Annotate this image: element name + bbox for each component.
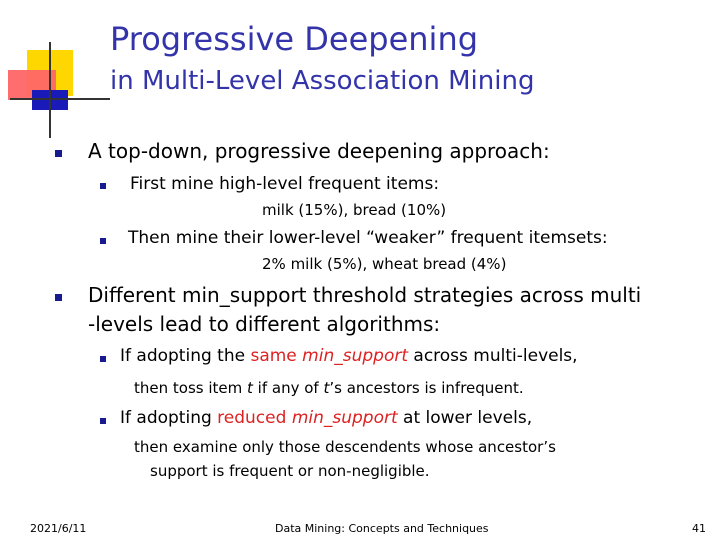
bullet-text-1-2: Then mine their lower-level “weaker” frequent itemsets: [128, 228, 608, 248]
bullet-text-2-1 [120, 346, 578, 366]
italic-term: t [247, 379, 253, 397]
highlight-text: reduced [217, 408, 292, 428]
text-segment: If adopting the [120, 346, 251, 366]
text-segment: If adopting [120, 408, 218, 428]
text-segment: across multi-levels, [408, 346, 578, 366]
bullet-detail-1-1: milk (15%), bread (10%) [262, 201, 447, 219]
bullet-square-icon [55, 150, 62, 157]
bullet-detail-1-2: 2% milk (5%), wheat bread (4%) [262, 255, 507, 273]
bullet-square-icon [100, 356, 106, 362]
slide-subtitle: in Multi-Level Association Mining [110, 66, 535, 96]
bullet-text-1-1: First mine high-level frequent items: [130, 174, 440, 194]
bullet-square-icon [100, 418, 106, 424]
bullet-text-2-line1: Different min_support threshold strategies across multi [88, 283, 642, 307]
page-number: 41 [692, 522, 706, 535]
footer-date: 2021/6/11 [30, 522, 87, 535]
slide-title: Progressive Deepening [110, 20, 479, 58]
highlight-text: same [250, 346, 303, 366]
text-segment: at lower levels, [397, 408, 533, 428]
decor-horizontal-line [10, 98, 110, 100]
bullet-square-icon [100, 183, 106, 189]
bullet-text-2-2 [120, 408, 532, 428]
italic-term: t [323, 379, 330, 397]
bullet-detail-2-1 [134, 379, 524, 397]
bullet-text-1: A top-down, progressive deepening approach: [88, 139, 550, 163]
highlight-term: min_support [302, 346, 408, 366]
text-segment: ’s ancestors is infrequent. [329, 379, 524, 397]
bullet-text-2-line2: -levels lead to different algorithms: [88, 312, 441, 336]
bullet-detail-2-2-line1: then examine only those descendents whose ancestor’s [134, 438, 556, 456]
text-segment: if any of [252, 379, 324, 397]
bullet-detail-2-2-line2: support is frequent or non-negligible. [150, 462, 430, 480]
highlight-term: min_support [291, 408, 398, 428]
decor-vertical-line [49, 42, 51, 138]
bullet-square-icon [100, 238, 106, 244]
text-segment: then toss item [134, 379, 248, 397]
footer-title: Data Mining: Concepts and Techniques [275, 522, 489, 535]
bullet-square-icon [55, 294, 62, 301]
